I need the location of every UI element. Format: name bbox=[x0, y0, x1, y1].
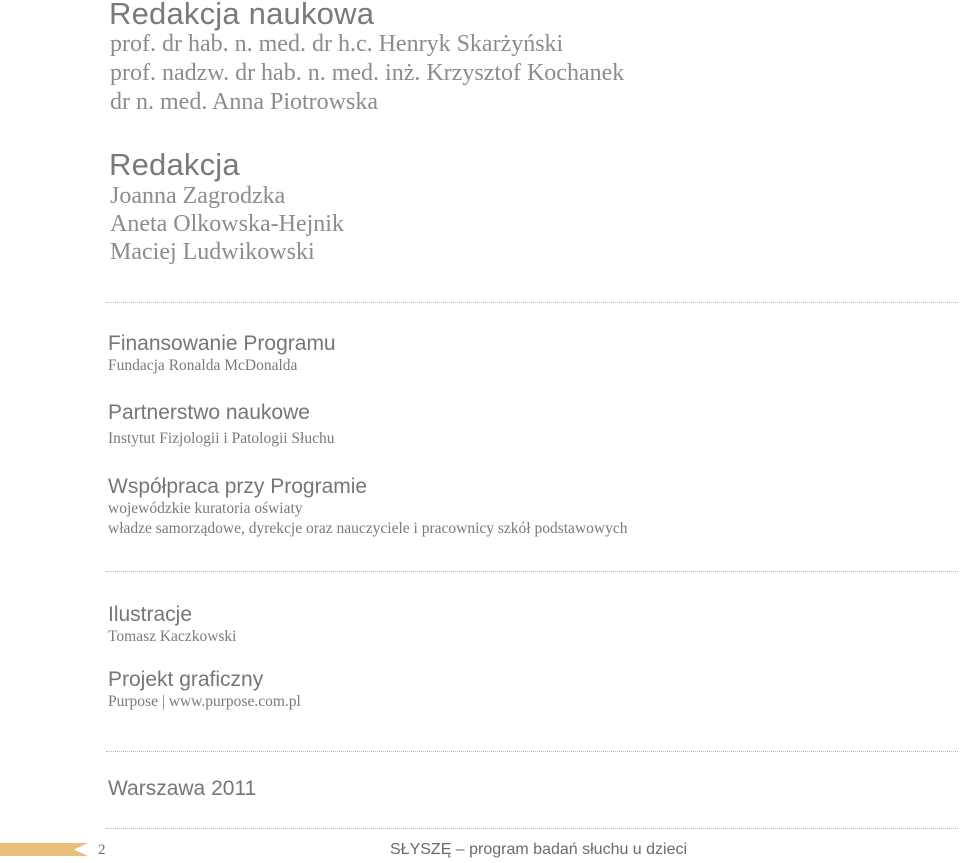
divider bbox=[106, 571, 958, 572]
funding-heading: Finansowanie Programu bbox=[108, 332, 336, 355]
cooperation-line: władze samorządowe, dyrekcje oraz nauczyciele i pracownicy szkół podstawowych bbox=[108, 520, 628, 537]
partnership-heading: Partnerstwo naukowe bbox=[108, 401, 310, 424]
footer-title: SŁYSZĘ – program badań słuchu u dzieci bbox=[390, 841, 688, 858]
place-year: Warszawa 2011 bbox=[108, 777, 257, 800]
divider bbox=[106, 751, 958, 752]
footer-accent-bar bbox=[0, 843, 88, 856]
editor-name: Maciej Ludwikowski bbox=[110, 239, 315, 265]
page-number: 2 bbox=[98, 842, 106, 858]
editor-name: Aneta Olkowska-Hejnik bbox=[110, 211, 344, 237]
illustrations-heading: Ilustracje bbox=[108, 603, 193, 626]
editorial-heading: Redakcja bbox=[109, 147, 240, 182]
editor-name: prof. nadzw. dr hab. n. med. inż. Krzysztof Kochanek bbox=[110, 60, 625, 86]
editor-name: Joanna Zagrodzka bbox=[110, 183, 286, 209]
editor-name: prof. dr hab. n. med. dr h.c. Henryk Skarżyński bbox=[110, 31, 564, 57]
graphic-design-heading: Projekt graficzny bbox=[108, 668, 264, 691]
illustrations-line: Tomasz Kaczkowski bbox=[108, 628, 237, 645]
editor-name: dr n. med. Anna Piotrowska bbox=[110, 89, 378, 115]
cooperation-heading: Współpraca przy Programie bbox=[108, 475, 368, 498]
graphic-design-line: Purpose | www.purpose.com.pl bbox=[108, 693, 301, 710]
editorial-scientific-heading: Redakcja naukowa bbox=[109, 0, 375, 31]
funding-line: Fundacja Ronalda McDonalda bbox=[108, 357, 298, 374]
footer-divider bbox=[106, 828, 958, 829]
partnership-line: Instytut Fizjologii i Patologii Słuchu bbox=[108, 430, 335, 447]
cooperation-line: wojewódzkie kuratoria oświaty bbox=[108, 500, 303, 517]
divider bbox=[106, 302, 958, 303]
